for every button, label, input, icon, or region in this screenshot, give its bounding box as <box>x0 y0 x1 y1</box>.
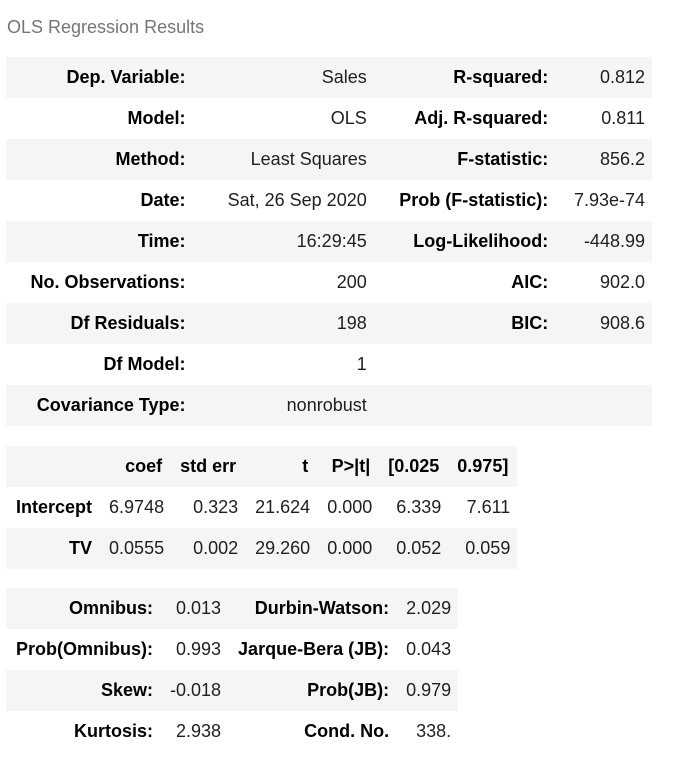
summary-label <box>374 385 556 426</box>
diag-label: Durbin-Watson: <box>254 598 390 618</box>
coef-cell: 0.002 <box>193 538 239 558</box>
summary-label: Covariance Type: <box>36 395 186 415</box>
summary-row <box>6 344 652 385</box>
summary-value: 856.2 <box>599 149 645 169</box>
coef-column-header: 0.975] <box>457 456 509 476</box>
summary-label: F-statistic: <box>457 149 549 169</box>
coef-cell: 0.323 <box>193 497 239 517</box>
summary-label: Log-Likelihood: <box>413 231 549 251</box>
diag-value: 0.993 <box>176 639 222 659</box>
summary-value: 908.6 <box>599 313 645 333</box>
summary-value: 7.93e-74 <box>573 190 645 210</box>
summary-label: Model: <box>127 108 186 128</box>
summary-label: R-squared: <box>453 67 549 87</box>
coef-cell: 0.059 <box>465 538 511 558</box>
diag-value: 0.979 <box>406 680 452 700</box>
coef-cell: 7.611 <box>466 497 511 517</box>
diag-label: Prob(Omnibus): <box>16 639 153 659</box>
summary-table <box>6 57 652 426</box>
summary-row <box>6 303 652 344</box>
diag-label: Jarque-Bera (JB): <box>238 639 390 659</box>
coef-cell: 6.9748 <box>109 497 165 517</box>
summary-label: Df Residuals: <box>70 313 186 333</box>
diag-row <box>6 711 458 752</box>
diag-value: -0.018 <box>170 680 222 700</box>
diag-label: Skew: <box>100 680 153 700</box>
summary-value: 198 <box>336 313 367 333</box>
table-caption: OLS Regression Results <box>7 17 205 37</box>
coef-column-header: t <box>302 456 309 476</box>
summary-value <box>555 385 652 426</box>
summary-label: Adj. R-squared: <box>414 108 549 128</box>
diag-row <box>6 588 458 629</box>
coef-cell: 6.339 <box>396 497 442 517</box>
coef-cell: 0.0555 <box>109 538 165 558</box>
summary-label: Time: <box>137 231 186 251</box>
summary-row <box>6 57 652 98</box>
summary-value: 0.812 <box>599 67 645 87</box>
coef-cell: 0.000 <box>327 497 373 517</box>
diag-label: Kurtosis: <box>73 721 153 741</box>
coef-column-header: coef <box>125 456 163 476</box>
summary-label: No. Observations: <box>30 272 186 292</box>
coefficient-table <box>6 446 517 569</box>
summary-value: -448.99 <box>583 231 645 251</box>
summary-value: Sat, 26 Sep 2020 <box>227 190 367 210</box>
summary-label: Method: <box>115 149 186 169</box>
summary-value: 1 <box>356 354 367 374</box>
diag-value: 0.043 <box>406 639 452 659</box>
summary-value: Sales <box>321 67 367 87</box>
summary-label: BIC: <box>511 313 549 333</box>
summary-value <box>555 344 652 385</box>
summary-value: 200 <box>336 272 367 292</box>
summary-label: Dep. Variable: <box>66 67 186 87</box>
summary-label <box>374 344 556 385</box>
diag-row <box>6 670 458 711</box>
diag-label: Cond. No. <box>304 721 390 741</box>
summary-value: nonrobust <box>286 395 367 415</box>
summary-row <box>6 180 652 221</box>
diag-value: 338. <box>416 721 452 741</box>
summary-row <box>6 385 652 426</box>
coef-header-row <box>6 446 517 487</box>
coef-row-name: TV <box>69 538 93 558</box>
diag-label: Omnibus: <box>69 598 153 618</box>
coef-row <box>6 528 517 569</box>
coef-column-header: P>|t| <box>331 456 371 476</box>
summary-row <box>6 262 652 303</box>
summary-value: 902.0 <box>599 272 645 292</box>
summary-value: Least Squares <box>250 149 367 169</box>
summary-label: Prob (F-statistic): <box>399 190 549 210</box>
summary-value: OLS <box>330 108 367 128</box>
coef-column-header: [0.025 <box>388 456 440 476</box>
summary-label: Date: <box>140 190 186 210</box>
coef-cell: 29.260 <box>255 538 311 558</box>
diagnostics-table <box>6 588 458 752</box>
coef-row <box>6 487 517 528</box>
summary-label: AIC: <box>511 272 549 292</box>
summary-row <box>6 139 652 180</box>
coef-cell: 21.624 <box>255 497 311 517</box>
coef-cell: 0.000 <box>327 538 373 558</box>
diag-label: Prob(JB): <box>307 680 390 700</box>
coef-cell: 0.052 <box>396 538 442 558</box>
summary-value: 16:29:45 <box>296 231 367 251</box>
summary-label: Df Model: <box>103 354 186 374</box>
diag-value: 2.938 <box>176 721 222 741</box>
summary-row <box>6 221 652 262</box>
coef-column-header: std err <box>180 456 237 476</box>
coef-column-header <box>6 446 99 487</box>
summary-value: 0.811 <box>601 108 645 128</box>
diag-row <box>6 629 458 670</box>
summary-row <box>6 98 652 139</box>
diag-value: 0.013 <box>176 598 222 618</box>
coef-row-name: Intercept <box>16 497 93 517</box>
diag-value: 2.029 <box>406 598 452 618</box>
